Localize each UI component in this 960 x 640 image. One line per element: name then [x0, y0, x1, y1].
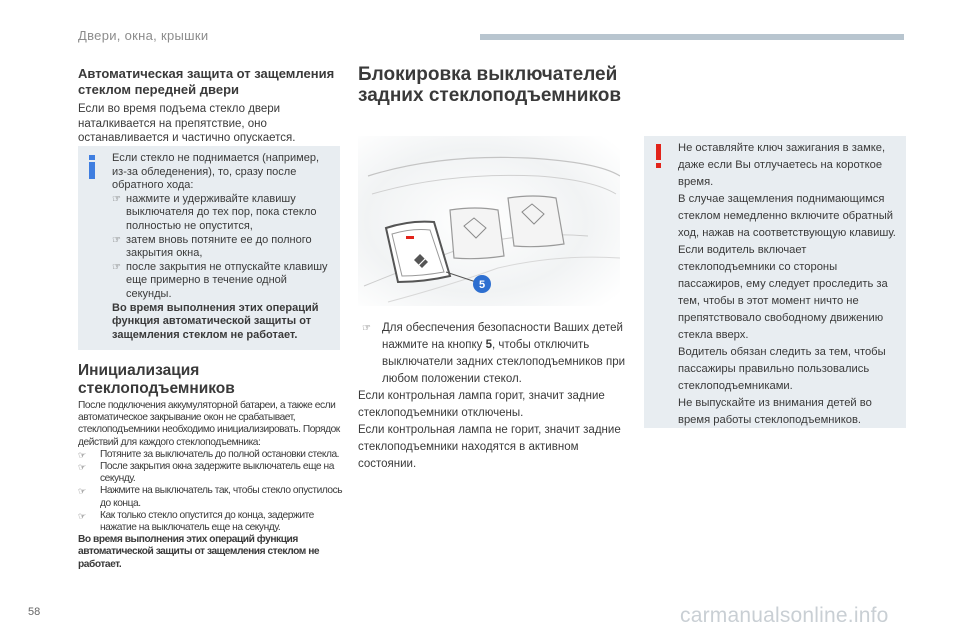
exclamation-icon — [656, 144, 662, 168]
info-box — [78, 146, 340, 350]
list-item: ☞ Для обеспечения безопасности Ваших детей нажмите на кнопку 5, чтобы отключить выключатели задних стеклоподъемников при любом положении стекол. — [362, 322, 626, 385]
window-switch-panel-figure — [358, 136, 620, 306]
warning-line: Водитель обязан следить за тем, чтобы пассажиры правильно пользовались стеклоподъемниками. — [678, 346, 886, 392]
pointing-finger-icon: ☞ — [78, 462, 86, 473]
pointing-finger-icon: ☞ — [112, 234, 121, 246]
list-item: ☞ Нажмите на выключатель так, чтобы стекло опустилось до конца. — [78, 485, 343, 509]
initialization-body — [78, 400, 350, 571]
list-item: ☞ Как только стекло опустится до конца, задержите нажатие на выключатель еще на секунду. — [78, 509, 314, 534]
pointing-finger-icon: ☞ — [78, 486, 86, 497]
initialization-paragraph: После подключения аккумуляторной батареи, а также если автоматическое закрывание окон не срабатывает, стеклоподъемники необходимо инициализировать. Порядок действий для каждого стеклоподъемника: — [78, 400, 340, 448]
info-intro: Если стекло не поднимается (например, из-за обледенения), то, сразу после обратного хода: — [112, 152, 320, 192]
warning-line: В случае защемления поднимающимся стеклом немедленно включите обратный ход, нажав на соответствующую клавишу. — [678, 193, 896, 239]
rear-lock-paragraph-on: Если контрольная лампа горит, значит задние стеклоподъемники отключены. — [358, 390, 605, 419]
watermark: carmanualsonline.info — [680, 604, 889, 627]
list-item: ☞ после закрытия не отпускайте клавишу еще примерно в течение одной секунды. — [112, 260, 328, 300]
rear-lock-body — [358, 320, 633, 473]
warning-box — [644, 136, 906, 428]
rear-lock-title: Блокировка выключателей задних стеклоподъемников — [358, 64, 621, 106]
pointing-finger-icon: ☞ — [78, 449, 86, 460]
initialization-title: Инициализация стеклоподъемников — [78, 362, 235, 397]
page-number: 58 — [28, 606, 41, 618]
pointing-finger-icon: ☞ — [78, 510, 86, 521]
list-item: ☞ нажмите и удерживайте клавишу выключателя до тех пор, пока стекло полностью не опустится, — [112, 192, 317, 232]
auto-protection-title: Автоматическая защита от защемления стеклом передней двери — [78, 66, 335, 97]
warning-line: Не выпускайте из внимания детей во время работы стеклоподъемников. — [678, 397, 872, 426]
warning-line: Не оставляйте ключ зажигания в замке, даже если Вы отлучаетесь на короткое время. — [678, 142, 886, 188]
auto-protection-paragraph: Если во время подъема стекло двери наталкивается на препятствие, оно останавливается и частично опускается. — [78, 103, 296, 144]
info-text — [112, 152, 334, 342]
warning-line: Если водитель включает стеклоподъемники со стороны пассажиров, ему следует проследить за тем, чтобы в этот момент ничто не препятствовало свободному движению стекла вверх. — [678, 244, 888, 341]
initialization-note: Во время выполнения этих операций функция автоматической защиты от защемления стеклом не работает. — [78, 534, 320, 570]
pointing-finger-icon: ☞ — [112, 261, 121, 273]
list-item: ☞ Потяните за выключатель до полной остановки стекла. — [78, 448, 340, 460]
rear-lock-paragraph-off: Если контрольная лампа не горит, значит задние стеклоподъемники находятся в активном состоянии. — [358, 424, 621, 470]
info-note: Во время выполнения этих операций функция автоматической защиты от защемления стеклом не работает. — [112, 301, 319, 341]
header-bar — [480, 34, 904, 40]
rear-switch-left — [450, 208, 504, 259]
pointing-finger-icon: ☞ — [362, 323, 371, 334]
info-icon — [88, 155, 96, 179]
section-title: Двери, окна, крышки — [78, 28, 209, 43]
list-item: ☞ затем вновь потяните ее до полного закрытия окна, — [112, 233, 312, 260]
rear-switch-right — [508, 196, 564, 247]
warning-text — [678, 140, 902, 429]
indicator-lamp — [406, 236, 414, 239]
callout-number: 5 — [478, 279, 486, 291]
list-item: ☞ После закрытия окна задержите выключатель еще на секунду. — [78, 461, 334, 485]
pointing-finger-icon: ☞ — [112, 193, 121, 205]
